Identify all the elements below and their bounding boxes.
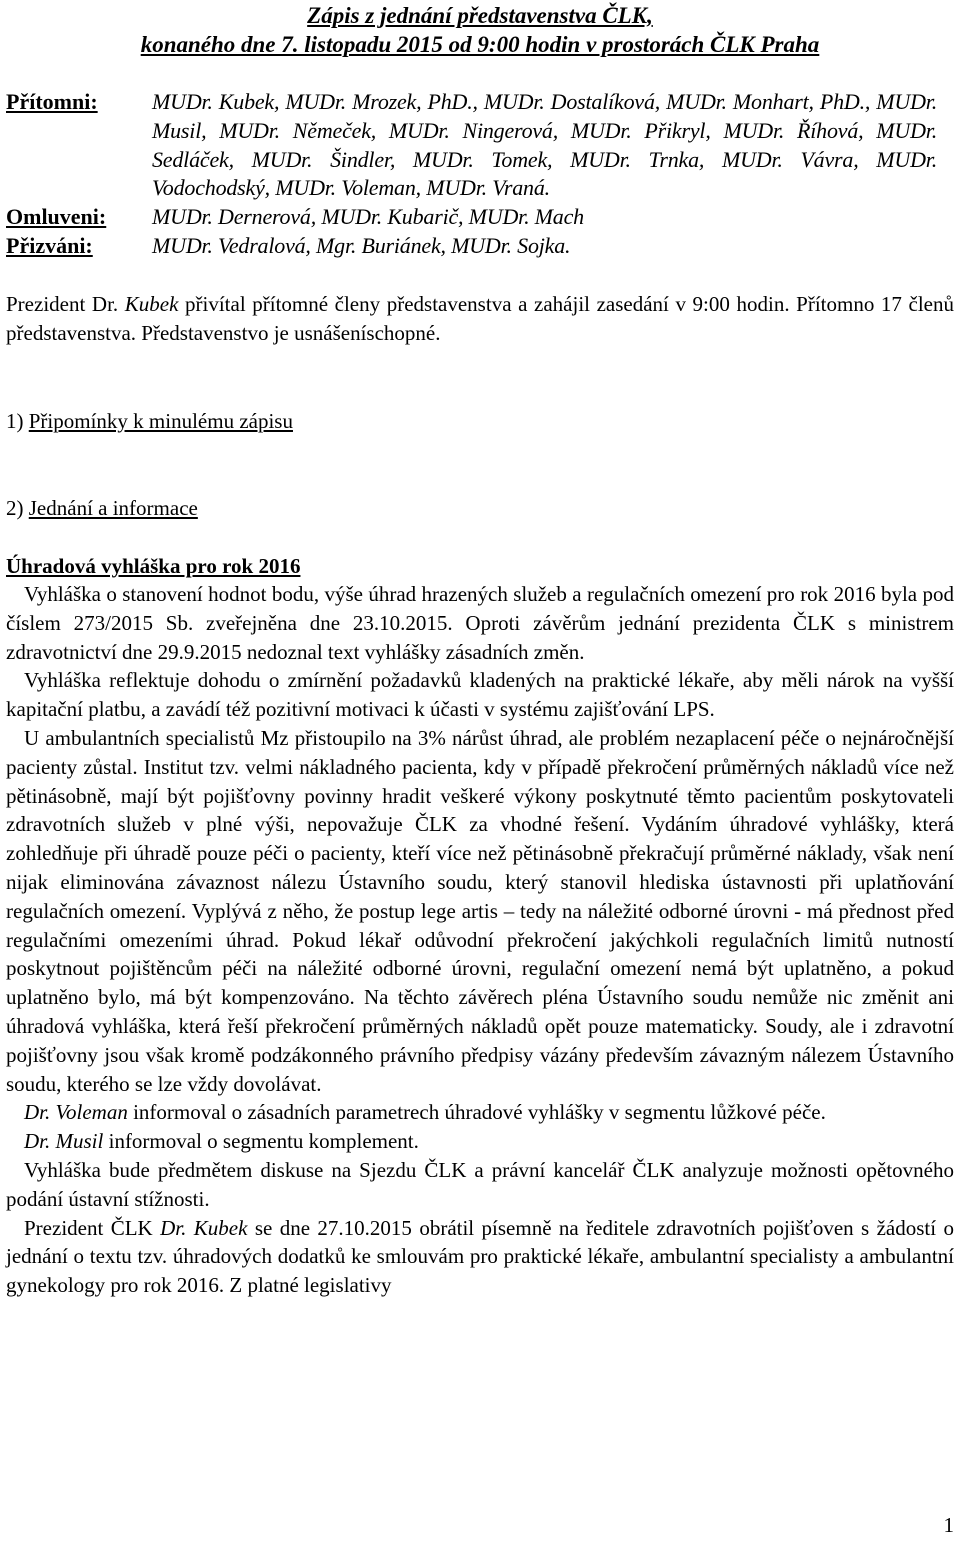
section-heading-2 — [6, 494, 198, 522]
paragraph-1: Vyhláška o stanovení hodnot bodu, výše úhrad hrazených služeb a regulačních omezení pro rok 2016 byla pod číslem 273/2015 Sb. zveřejněna dne 23.10.2015. Oproti závěrům jednání prezidenta ČLK s ministrem zdravotnictví dne 29.9.2015 nedoznal text vyhlášky zásadních změn. — [6, 582, 954, 664]
intro-name: Kubek — [118, 292, 179, 316]
p7-dr: Dr. — [160, 1215, 187, 1240]
present-names: MUDr. Kubek, MUDr. Mrozek, PhD., MUDr. Dostalíková, MUDr. Monhart, PhD., MUDr. Musil, MUDr. Němeček, MUDr. Ningerová, MUDr. Přikryl, MUDr. Říhová, MUDr. Sedláček, MUDr. Šindler, MUDr. Tomek, MUDr. Trnka, MUDr. Vávra, MUDr. Vodochodský, MUDr. Voleman, MUDr. Vraná. — [152, 89, 937, 201]
excused-label: Omluveni: — [6, 204, 107, 229]
present-label: Přítomni: — [6, 89, 98, 114]
section-1-title: Připomínky k minulému zápisu — [28, 409, 293, 433]
paragraph-7 — [6, 1214, 954, 1300]
page-number: 1 — [943, 1513, 954, 1537]
intro-dr: Dr. — [91, 292, 119, 316]
p4-name: Voleman — [50, 1100, 128, 1125]
p7-rest: se dne 27.10.2015 obrátil písemně na ředitele zdravotních pojišťoven s žádostí o jednání o textu tzv. úhradových dodatků ke smlouvám pro praktické lékaře, ambulantní specialisty a ambulantní gynekology pro rok 2016. Z platné legislativy — [6, 1215, 954, 1298]
p5-name: Musil — [50, 1129, 104, 1154]
excused-names: MUDr. Dernerová, MUDr. Kubarič, MUDr. Mach — [152, 204, 584, 229]
p4-rest: informoval o zásadních parametrech úhradové vyhlášky v segmentu lůžkové péče. — [127, 1100, 826, 1125]
invited-names: MUDr. Vedralová, Mgr. Buriánek, MUDr. Sojka. — [152, 233, 571, 258]
paragraph-4 — [6, 1098, 954, 1127]
p5-rest: informoval o segmentu komplement. — [103, 1129, 419, 1154]
p7-prefix: Prezident ČLK — [24, 1215, 161, 1240]
intro-paragraph — [6, 290, 954, 348]
section-2-number: 2) — [6, 496, 29, 520]
section-2-title: Jednání a informace — [28, 496, 198, 520]
paragraph-2: Vyhláška reflektuje dohodu o zmírnění požadavků kladených na praktické lékaře, aby měli nárok na vyšší kapitační platbu, a zavádí též pozitivní motivaci k účasti v systému zajišťování LPS. — [6, 668, 954, 722]
p4-dr: Dr. — [24, 1100, 51, 1125]
intro-rest: přivítal přítomné členy představenstva a zahájil zasedání v 9:00 hodin. Přítomno 17 členů představenstva. Představenstvo je usnášeníschopné. — [6, 292, 954, 345]
paragraph-3: U ambulantních specialistů Mz přistoupilo na 3% nárůst úhrad, ale problém nezaplacení péče o nejnáročnější pacienty zůstal. Institut tzv. velmi nákladného pacienta, kdy v případě překročení průměrných nákladů více než pětinásobně, mají být pojišťovny povinny hradit veškeré výkony poskytnuté těmto pacientům poskytovateli zdravotních služeb v plné výši, nepovažuje ČLK za vhodné řešení. Vydáním úhradové vyhlášky, která zohledňuje při úhradě pouze péči o pacienty, kteří více než pětinásobně překračují průměrné náklady, však není nijak eliminována závaznost nálezu Ústavního soudu, který stanovil hlediska ústavnosti při uplatňování regulačních omezení. Vyplývá z něho, že postup lege artis – tedy na náležité odborné úrovni - má přednost před regulačními omezeními úhrad. Pokud lékař odůvodní překročení jakýchkoli regulačních limitů nutností poskytnout pojištěncům péči na náležité odborné úrovni, regulační omezení nemá být uplatněno, a pokud uplatněno bylo, má být kompenzováno. Na těchto závěrech pléna Ústavního soudu nemůže nic změnit ani úhradová vyhláška, která řeší překročení průměrných nákladů opět pouze matematicky. Soudy, ale i zdravotní pojišťovny jsou však kromě podzákonného právního předpisy vázány především závazným nálezem Ústavního soudu, kterého se lze vždy dovolávat. — [6, 725, 954, 1096]
document-title-line-1: Zápis z jednání představenstva ČLK, — [307, 3, 653, 28]
document-title-line-2: konaného dne 7. listopadu 2015 od 9:00 hodin v prostorách ČLK Praha — [140, 32, 820, 57]
p5-dr: Dr. — [24, 1129, 51, 1154]
intro-prefix: Prezident — [6, 292, 92, 316]
paragraph-6: Vyhláška bude předmětem diskuse na Sjezdu ČLK a právní kancelář ČLK analyzuje možnosti opětovného podání ústavní stížnosti. — [6, 1157, 954, 1211]
subsection-title: Úhradová vyhláška pro rok 2016 — [6, 554, 301, 578]
paragraph-5 — [6, 1127, 954, 1156]
invited-label: Přizváni: — [6, 233, 93, 258]
p7-name: Kubek — [186, 1215, 248, 1240]
section-heading-1 — [6, 407, 293, 435]
section-1-number: 1) — [6, 409, 29, 433]
main-text — [6, 580, 954, 1300]
